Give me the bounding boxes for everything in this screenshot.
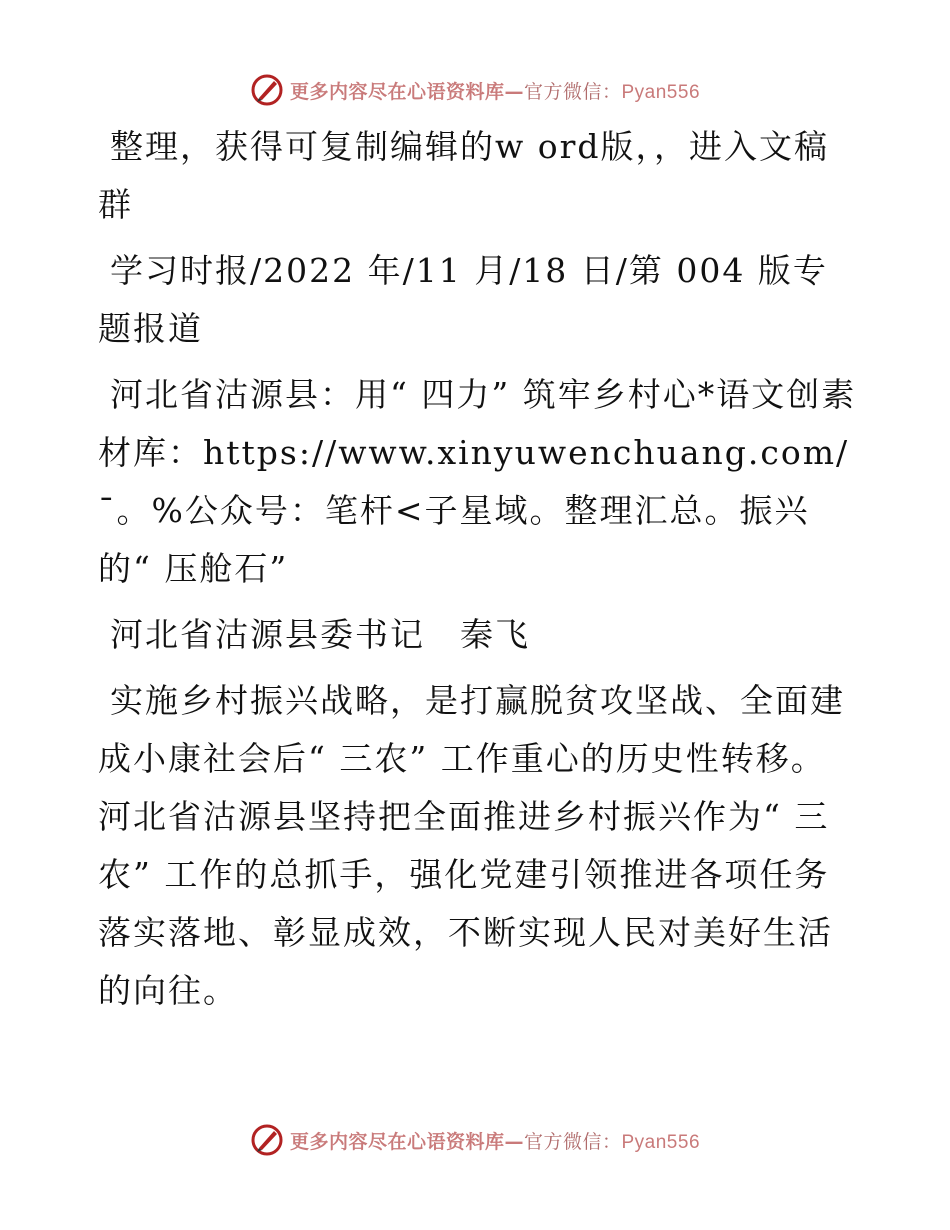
- paragraph-author: 河北省沽源县委书记 秦飞: [110, 615, 530, 654]
- footer-banner: [0, 1120, 950, 1160]
- header-wechat-label: 官方微信：: [523, 80, 622, 103]
- footer-wechat-label: 官方微信：: [523, 1130, 622, 1153]
- paragraph-intro: 整理，获得可复制编辑的w ord版，，进入文稿群: [98, 127, 830, 224]
- footer-wechat-id: Pyan556: [621, 1131, 701, 1153]
- quill-logo-icon: [250, 1123, 284, 1157]
- header-banner-text: [290, 77, 700, 104]
- footer-banner-text: [290, 1127, 700, 1154]
- header-wechat-id: Pyan556: [621, 81, 701, 103]
- quill-logo-icon: [250, 73, 284, 107]
- document-body: [98, 118, 858, 1028]
- footer-site-text: 更多内容尽在心语资料库: [289, 1130, 505, 1153]
- footer-dash: —: [504, 1130, 524, 1153]
- paragraph-source: 学习时报/2022 年/11 月/18 日/第 004 版专题报道: [98, 251, 828, 348]
- paragraph-body: 实施乡村振兴战略，是打赢脱贫攻坚战、全面建成小康社会后“ 三农” 工作重心的历史性转移。河北省沽源县坚持把全面推进乡村振兴作为“ 三农” 工作的总抓手，强化党建引领推进各项任务落实落地、彰显成效，不断实现人民对美好生活的向往。: [98, 681, 845, 1010]
- paragraph-title: 河北省沽源县：用“ 四力” 筑牢乡村心*语文创素材库：https://www.xinyuwenchuang.com/¯。%公众号：笔杆<子星域。整理汇总。振兴的“ 压舱石”: [98, 375, 857, 588]
- header-site-text: 更多内容尽在心语资料库: [289, 80, 505, 103]
- header-banner: [0, 70, 950, 110]
- header-dash: —: [504, 80, 524, 103]
